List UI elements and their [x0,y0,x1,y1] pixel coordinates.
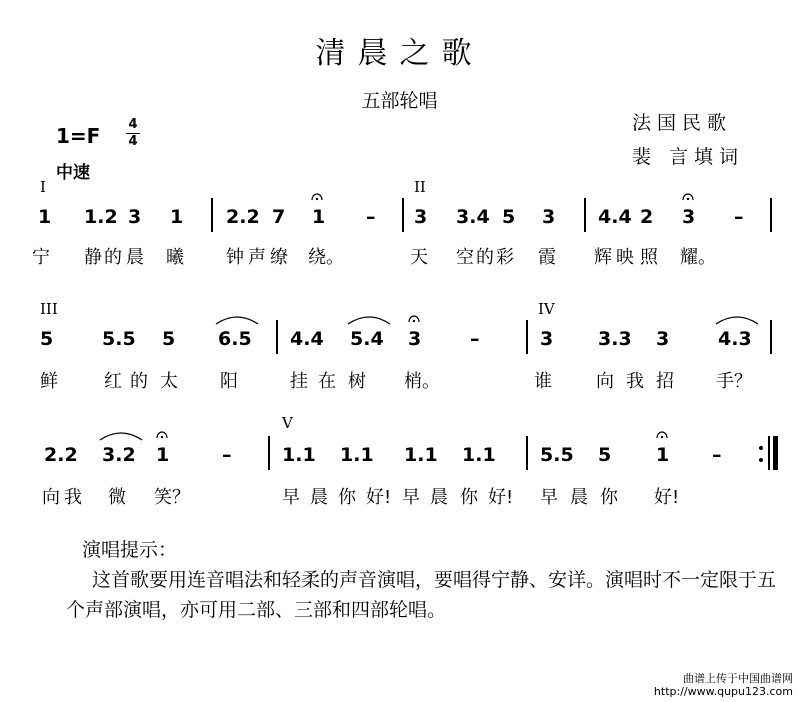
lyric: 好! [654,487,680,508]
lyric: 红 [104,371,122,392]
lyric: 向 [42,487,60,508]
lyric: 晨 [430,487,448,508]
barline [584,198,586,232]
lyric: 的 [476,247,494,268]
rest-dash: – [712,444,722,466]
rest-dash: – [222,444,232,466]
final-barline-thin [768,436,770,470]
barline [211,198,213,232]
fermata-icon [408,312,420,324]
note: 1 [312,206,326,228]
lyric: 我 [64,487,82,508]
lyric: 鲜 [40,371,58,392]
fermata-icon [682,190,694,202]
section-marker: III [40,300,58,318]
note: 3 [414,206,428,228]
note: 1.1 [282,444,316,466]
note: 1.2 [84,206,118,228]
note: 3.4 [456,206,490,228]
note: 5 [40,328,54,350]
note: 1.1 [404,444,438,466]
section-marker: V [282,414,293,432]
note: 2 [640,206,654,228]
fermata-icon [656,428,668,440]
fermata-icon [311,190,323,202]
note: 2.2 [226,206,260,228]
meter-bottom: 4 [128,134,138,149]
source-credit: 法国民歌 [632,112,733,134]
note: 3 [540,328,554,350]
barline [276,320,278,354]
lyric: 曦 [166,247,184,268]
lyric: 早 [402,487,420,508]
fermata-icon [156,428,168,440]
lyric: 缭 [270,247,288,268]
slur [98,428,144,442]
note: 3 [128,206,142,228]
lyric: 挂 [290,371,308,392]
note: 2.2 [44,444,78,466]
tips-body: 这首歌要用连音唱法和轻柔的声音演唱，要唱得宁静、安详。演唱时不一定限于五个声部演唱，亦可用二部、三部和四部轮唱。 [66,569,777,621]
meter-top: 4 [128,117,138,132]
note: 4.3 [718,328,752,350]
lyric: 我 [626,371,644,392]
barline [402,198,404,232]
lyric: 宁 [32,247,50,268]
lyric: 静 [84,247,102,268]
note: 3 [682,206,696,228]
lyric: 晨 [126,247,144,268]
note: 3 [656,328,670,350]
lyric: 空 [456,247,474,268]
lyric: 彩 [496,247,514,268]
lyric: 微 [108,487,126,508]
rest-dash: – [734,206,744,228]
slur [714,312,760,326]
lyric: 谁 [534,371,552,392]
lyric: 在 [318,371,336,392]
slur [346,312,392,326]
lyric: 树 [348,371,366,392]
song-subtitle: 五部轮唱 [361,90,438,112]
lyric: 绕。 [308,247,344,268]
note: 3 [408,328,422,350]
note: 5 [502,206,516,228]
lyric: 的 [130,371,148,392]
lyric: 阳 [220,371,238,392]
lyric: 手？ [716,371,752,392]
tempo-marking: 中速 [56,163,90,183]
lyric: 好! [366,487,392,508]
note: 1 [156,444,170,466]
lyricist-credit: 裴 言填词 [632,146,745,168]
note: 5.4 [350,328,384,350]
section-marker: I [40,178,46,196]
note: 3.3 [598,328,632,350]
barline [526,320,528,354]
time-signature [126,118,140,149]
lyric: 你 [600,487,618,508]
lyric: 晨 [310,487,328,508]
barline [770,320,772,354]
watermark-line-2: http://www.qupu123.com [653,685,793,698]
final-barline-thick [773,436,778,470]
rest-dash: – [470,328,480,350]
barline [526,436,528,470]
note: 1 [38,206,52,228]
rest-dash: – [366,206,376,228]
lyric: 的 [104,247,122,268]
section-marker: II [414,178,426,196]
lyric: 早 [540,487,558,508]
lyric: 照 [640,247,658,268]
note: 5 [598,444,612,466]
lyric: 向 [596,371,614,392]
note: 3.2 [102,444,136,466]
lyric: 钟 [226,247,244,268]
lyric: 你 [460,487,478,508]
note: 1.1 [462,444,496,466]
note: 5 [162,328,176,350]
repeat-dots [758,436,764,470]
note: 1.1 [340,444,374,466]
lyric: 耀。 [680,247,716,268]
lyric: 映 [616,247,634,268]
lyric: 声 [248,247,266,268]
barline [268,436,270,470]
note: 3 [542,206,556,228]
tips-heading: 演唱提示： [82,539,178,561]
lyric: 霞 [538,247,556,268]
lyric: 好! [488,487,514,508]
site-watermark [654,672,793,698]
note: 5.5 [540,444,574,466]
lyric: 晨 [570,487,588,508]
barline [770,198,772,232]
watermark-line-1: 曲谱上传于中国曲谱网 [683,672,793,685]
lyric: 招 [656,371,674,392]
lyric: 笑？ [154,487,190,508]
note: 4.4 [598,206,632,228]
note: 1 [656,444,670,466]
lyric: 你 [338,487,356,508]
lyric: 梢。 [404,371,440,392]
song-title: 清晨之歌 [315,36,484,71]
lyric: 太 [160,371,178,392]
section-marker: IV [538,300,555,318]
note: 7 [272,206,286,228]
lyric: 天 [410,247,428,268]
note: 5.5 [102,328,136,350]
note: 4.4 [290,328,324,350]
key-signature: 1=F [56,124,101,148]
slur [214,312,260,326]
lyric: 辉 [594,247,612,268]
note: 1 [170,206,184,228]
note: 6.5 [218,328,252,350]
lyric: 早 [282,487,300,508]
